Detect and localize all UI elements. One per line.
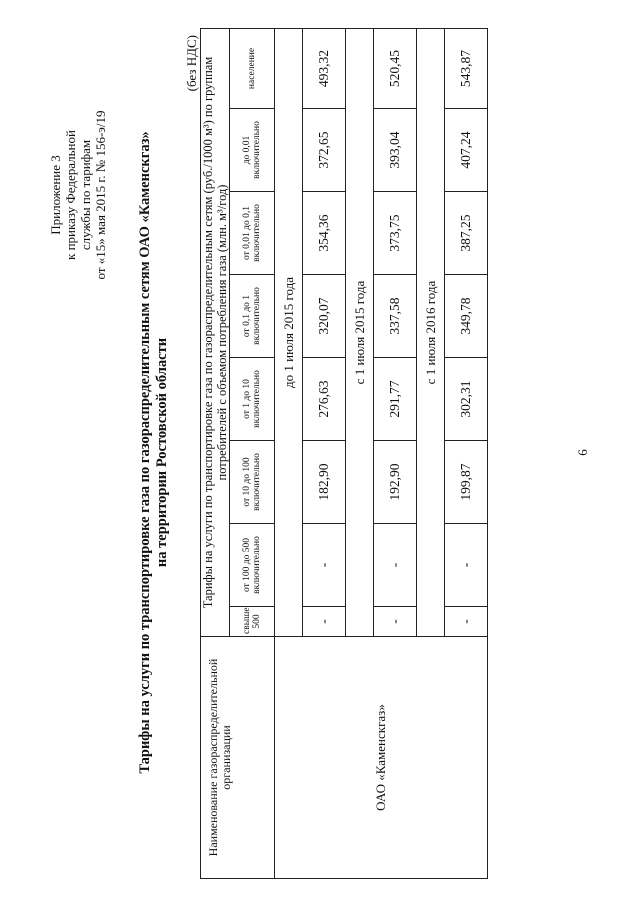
tariff-value: 493,32 [303, 29, 346, 109]
tariff-value: 393,04 [374, 109, 417, 192]
column-header: население [230, 29, 275, 109]
column-header: до 0,01 включительно [230, 109, 275, 192]
title-line-1: Тарифы на услуги по транспортировке газа по газораспределительным сетям ОАО «Каменскгаз» [137, 131, 153, 774]
organization-name: ОАО «Каменскгаз» [275, 637, 488, 879]
tariff-value: 199,87 [445, 441, 488, 524]
appendix-line-4: от «15» мая 2015 г. № 156-э/19 [93, 110, 108, 280]
column-header: от 1 до 10 включительно [230, 358, 275, 441]
tariff-value: - [445, 607, 488, 637]
tariff-value: 337,58 [374, 275, 417, 358]
tariff-value: - [445, 524, 488, 607]
period-label: с 1 июля 2016 года [417, 29, 445, 637]
column-header: от 10 до 100 включительно [230, 441, 275, 524]
tariff-value: 302,31 [445, 358, 488, 441]
tariff-value: 373,75 [374, 192, 417, 275]
column-header: от 0,01 до 0,1 включительно [230, 192, 275, 275]
tariff-value: 372,65 [303, 109, 346, 192]
period-label: до 1 июля 2015 года [275, 29, 303, 637]
header-tariffs: Тарифы на услуги по транспортировке газа по газораспределительным сетям (руб./1000 м³) по группам потребителей с объемом потребления газа (млн. м³/год) [201, 29, 230, 637]
tariff-value: 182,90 [303, 441, 346, 524]
appendix-line-3: службы по тарифам [78, 139, 93, 251]
tariff-value: 543,87 [445, 29, 488, 109]
column-header: от 0,1 до 1 включительно [230, 275, 275, 358]
title-line-2: на территории Ростовской области [154, 337, 170, 568]
header-organization: Наименование газораспределительной организации [201, 637, 275, 879]
appendix-block [48, 80, 108, 310]
column-header: свыше 500 [230, 607, 275, 637]
tariff-value: 192,90 [374, 441, 417, 524]
tariff-value: 320,07 [303, 275, 346, 358]
tariff-value: 354,36 [303, 192, 346, 275]
document-title [137, 0, 171, 905]
tariff-table [200, 28, 488, 879]
tariff-value: 291,77 [374, 358, 417, 441]
appendix-line-1: Приложение 3 [48, 155, 63, 235]
tariff-value: 276,63 [303, 358, 346, 441]
tariff-value: 520,45 [374, 29, 417, 109]
tariff-value: 349,78 [445, 275, 488, 358]
period-label: с 1 июля 2015 года [346, 29, 374, 637]
tariff-value: - [303, 524, 346, 607]
vat-note: (без НДС) [184, 35, 199, 92]
tariff-value: - [374, 607, 417, 637]
tariff-value: - [303, 607, 346, 637]
tariff-value: 407,24 [445, 109, 488, 192]
page-number: 6 [575, 449, 590, 456]
column-header: от 100 до 500 включительно [230, 524, 275, 607]
tariff-value: 387,25 [445, 192, 488, 275]
appendix-line-2: к приказу Федеральной [63, 130, 78, 260]
tariff-value: - [374, 524, 417, 607]
